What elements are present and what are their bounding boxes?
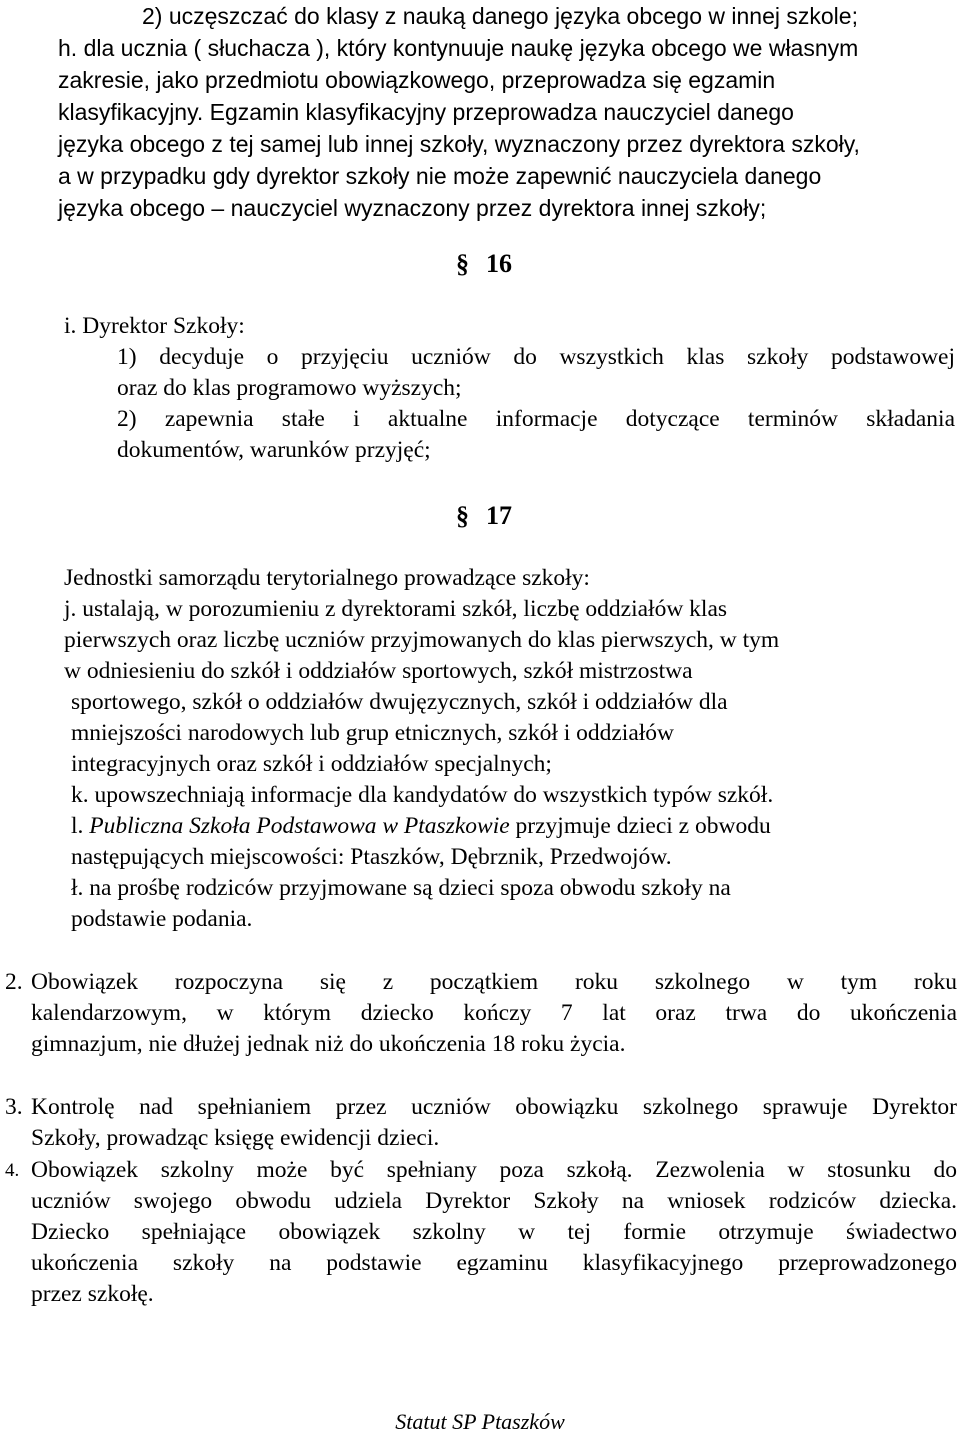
text-line: klasyfikacyjny. Egzamin klasyfikacyjny przeprowadza nauczyciel danego	[58, 99, 794, 125]
text-line: 2) uczęszczać do klasy z nauką danego języka obcego w innej szkole;	[142, 3, 858, 29]
paragraph-h	[58, 0, 938, 224]
text-line: ł. na prośbę rodziców przyjmowane są dzieci spoza obwodu szkoły na	[71, 875, 731, 901]
section-number: 17	[486, 501, 512, 530]
text-line: j. ustalają, w porozumieniu z dyrektorami szkół, liczbę oddziałów klas	[64, 596, 728, 622]
paragraph-i-items	[117, 342, 955, 466]
item-number: 3.	[5, 1094, 23, 1120]
text-line: h. dla ucznia ( słuchacza ), który kontynuuje naukę języka obcego we własnym	[58, 35, 859, 61]
text-line: k. upowszechniają informacje dla kandydatów do wszystkich typów szkół.	[71, 782, 774, 808]
text-line: przez szkołę.	[31, 1281, 154, 1307]
numbered-item-3	[5, 1092, 957, 1154]
text-line: a w przypadku gdy dyrektor szkoły nie może zapewnić nauczyciela danego	[58, 163, 822, 189]
text-line: zakresie, jako przedmiotu obowiązkowego, przeprowadza się egzamin	[58, 67, 776, 93]
text-line: Kontrolę nad spełnianiem przez uczniów obowiązku szkolnego sprawuje Dyrektor	[31, 1094, 957, 1120]
text-line: sportowego, szkół o oddziałów dwujęzycznych, szkół i oddziałów dla	[71, 689, 728, 715]
paragraph-i-heading: i. Dyrektor Szkoły:	[64, 313, 245, 339]
item-number: 2.	[5, 969, 23, 995]
text-line: mniejszości narodowych lub grup etnicznych, szkół i oddziałów	[71, 720, 675, 746]
text-line: integracyjnych oraz szkół i oddziałów specjalnych;	[71, 751, 552, 777]
school-name: Publiczna Szkoła Podstawowa w Ptaszkowie	[89, 813, 510, 839]
text-line: 1) decyduje o przyjęciu uczniów do wszystkich klas szkoły podstawowej	[117, 344, 955, 370]
text-line: Obowiązek szkolny może być spełniany poza szkołą. Zezwolenia w stosunku do	[31, 1157, 957, 1183]
text-line: Jednostki samorządu terytorialnego prowadzące szkoły:	[64, 565, 590, 591]
section-heading-16	[456, 249, 512, 279]
text-line: następujących miejscowości: Ptaszków, Dębrznik, Przedwojów.	[71, 844, 672, 870]
text-span: l.	[71, 813, 90, 839]
text-line: ukończenia szkoły na podstawie egzaminu klasyfikacyjnego przeprowadzonego	[31, 1250, 957, 1276]
text-line: Obowiązek rozpoczyna się z początkiem roku szkolnego w tym roku	[31, 969, 957, 995]
text-line: w odniesieniu do szkół i oddziałów sportowych, szkół mistrzostwa	[64, 658, 693, 684]
text-line: podstawie podania.	[71, 906, 253, 932]
text-line: Dziecko spełniające obowiązek szkolny w tej formie otrzymuje świadectwo	[31, 1219, 957, 1245]
page-footer: Statut SP Ptaszków	[395, 1409, 565, 1434]
text-line: pierwszych oraz liczbę uczniów przyjmowanych do klas pierwszych, w tym	[64, 627, 780, 653]
item-number: 4.	[5, 1160, 20, 1181]
text-span: przyjmuje dzieci z obwodu	[509, 813, 771, 839]
numbered-item-2	[5, 967, 957, 1060]
text-line: 2) zapewnia stałe i aktualne informacje dotyczące terminów składania	[117, 406, 955, 432]
text-line: oraz do klas programowo wyższych;	[117, 375, 462, 401]
numbered-item-4	[5, 1155, 957, 1310]
text-line	[64, 811, 944, 842]
paragraph-j	[64, 563, 944, 935]
text-line: kalendarzowym, w którym dziecko kończy 7 lat oraz trwa do ukończenia	[31, 1000, 957, 1026]
section-heading-17	[456, 501, 512, 531]
section-symbol: §	[456, 249, 469, 278]
section-number: 16	[486, 249, 512, 278]
text-line: uczniów swojego obwodu udziela Dyrektor Szkoły na wniosek rodziców dziecka.	[31, 1188, 957, 1214]
text-line: języka obcego – nauczyciel wyznaczony przez dyrektora innej szkoły;	[58, 195, 767, 221]
text-line: języka obcego z tej samej lub innej szkoły, wyznaczony przez dyrektora szkoły,	[58, 131, 860, 157]
text-line: Szkoły, prowadząc księgę ewidencji dzieci.	[31, 1125, 440, 1151]
text-line: dokumentów, warunków przyjęć;	[117, 437, 431, 463]
text-line: gimnazjum, nie dłużej jednak niż do ukończenia 18 roku życia.	[31, 1031, 626, 1057]
section-symbol: §	[456, 501, 469, 530]
